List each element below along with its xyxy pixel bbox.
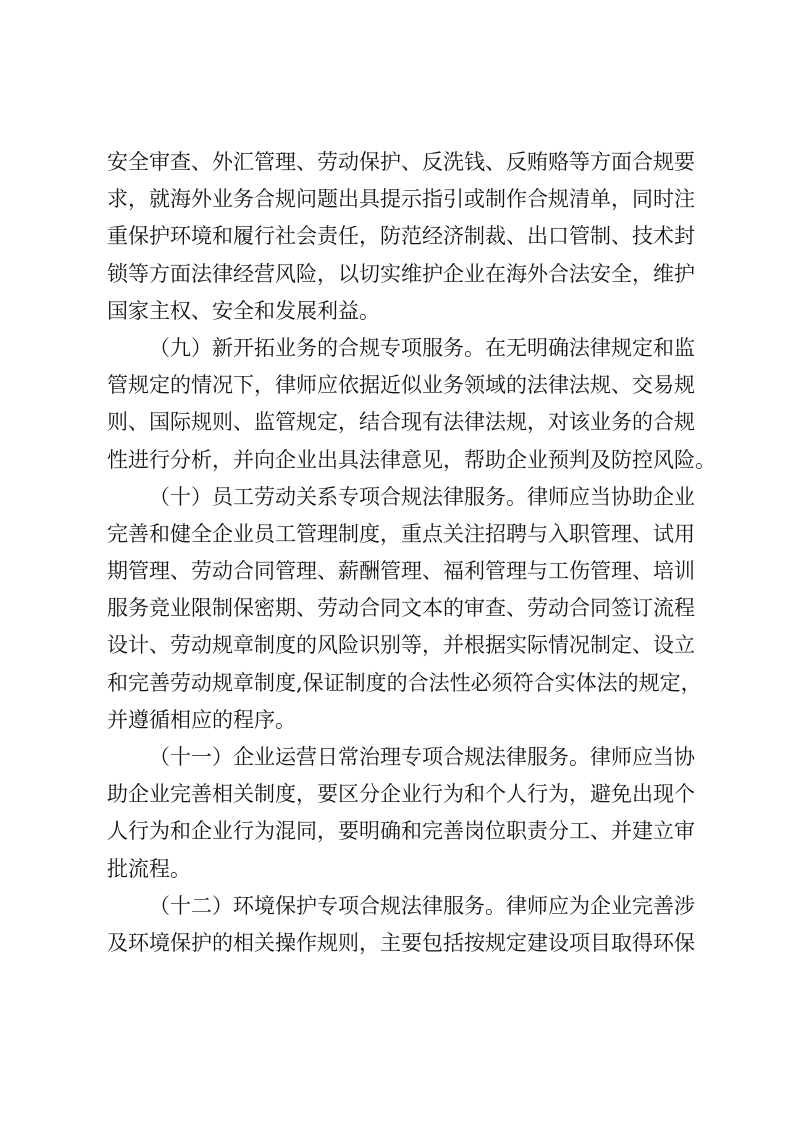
- text-line: 批流程。: [107, 856, 191, 881]
- paragraph-continuation: [107, 144, 695, 330]
- text-line: （十）员工劳动关系专项合规法律服务。律师应当协助企业: [149, 484, 695, 509]
- paragraph-item-11: [107, 739, 695, 888]
- text-line: 及环境保护的相关操作规则，主要包括按规定建设项目取得环保: [107, 930, 695, 955]
- text-line: 求，就海外业务合规问题出具提示指引或制作合规清单，同时注: [107, 187, 695, 212]
- text-line: 服务竞业限制保密期、劳动合同文本的审查、劳动合同签订流程: [107, 596, 695, 621]
- body-text: [107, 144, 716, 962]
- text-line: 安全审查、外汇管理、劳动保护、反洗钱、反贿赂等方面合规要: [107, 150, 695, 174]
- text-line: 设计、劳动规章制度的风险识别等，并根据实际情况制定、设立: [107, 633, 695, 658]
- text-line: 并遵循相应的程序。: [107, 707, 296, 732]
- paragraph-item-12: [107, 888, 695, 962]
- paragraph-item-10: [107, 479, 702, 739]
- text-line: 和完善劳动规章制度,保证制度的合法性必须符合实体法的规定，: [107, 670, 702, 695]
- text-line: 则、国际规则、监管规定，结合现有法律法规，对该业务的合规: [107, 410, 695, 435]
- paragraph-item-9: [107, 330, 716, 479]
- text-line: （十二）环境保护专项合规法律服务。律师应为企业完善涉: [149, 893, 695, 918]
- text-line: 锁等方面法律经营风险，以切实维护企业在海外合法安全，维护: [107, 261, 695, 286]
- text-line: 国家主权、安全和发展利益。: [107, 298, 380, 323]
- text-line: 期管理、劳动合同管理、薪酬管理、福利管理与工伤管理、培训: [107, 559, 695, 584]
- text-line: 助企业完善相关制度，要区分企业行为和个人行为，避免出现个: [107, 782, 695, 807]
- text-line: 完善和健全企业员工管理制度，重点关注招聘与入职管理、试用: [107, 521, 695, 546]
- text-line: 性进行分析，并向企业出具法律意见，帮助企业预判及防控风险。: [107, 447, 716, 472]
- text-line: （九）新开拓业务的合规专项服务。在无明确法律规定和监: [149, 335, 695, 360]
- text-line: 重保护环境和履行社会责任，防范经济制裁、出口管制、技术封: [107, 224, 695, 249]
- text-line: 管规定的情况下，律师应依据近似业务领域的法律法规、交易规: [107, 373, 695, 398]
- text-line: （十一）企业运营日常治理专项合规法律服务。律师应当协: [149, 745, 695, 769]
- text-line: 人行为和企业行为混同，要明确和完善岗位职责分工、并建立审: [107, 819, 695, 844]
